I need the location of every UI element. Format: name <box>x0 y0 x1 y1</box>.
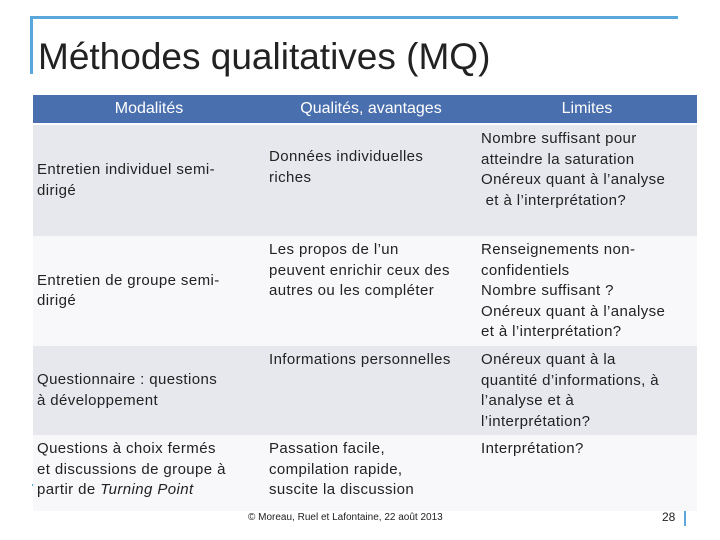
cell-line: l’analyse et à <box>481 392 575 409</box>
table-row <box>33 346 697 435</box>
cell-line: peuvent enrichir ceux des <box>269 261 450 279</box>
modalite-cell <box>33 346 265 435</box>
limites-cell <box>477 346 697 435</box>
qualites-cell <box>265 346 477 435</box>
methods-table <box>33 95 697 511</box>
modalite-cell <box>33 435 265 511</box>
qualites-cell <box>265 435 477 511</box>
header-limites: Limites <box>477 95 697 124</box>
cell-line: suscite la discussion <box>269 481 415 498</box>
cell-line: Nombre suffisant ? <box>481 282 614 299</box>
table-header-row <box>33 95 697 124</box>
cell-line: Entretien individuel semi- <box>37 161 215 178</box>
modalite-cell <box>33 236 265 346</box>
qualites-cell <box>265 124 477 236</box>
modalite-cell <box>33 124 265 236</box>
limites-cell <box>477 435 697 511</box>
cell-line <box>37 480 261 501</box>
turning-point-italic: Turning Point <box>100 481 194 498</box>
limites-cell <box>477 124 697 236</box>
cell-line: Questions à choix fermés <box>37 440 216 457</box>
cell-line: Onéreux quant à la <box>481 351 616 368</box>
table-row <box>33 435 697 511</box>
cell-line: Onéreux quant à l’analyse <box>481 302 666 320</box>
slide-title: Méthodes qualitatives (MQ) <box>38 36 491 77</box>
limites-cell <box>477 236 697 346</box>
cell-line: Données individuelles <box>269 148 424 165</box>
cell-line: quantité d’informations, à <box>481 371 659 389</box>
header-modalites: Modalités <box>33 95 265 124</box>
cell-line: Informations personnelles <box>269 351 451 368</box>
cell-line: dirigé <box>37 292 77 309</box>
cell-line: et à l’interprétation? <box>481 191 627 209</box>
cell-line: l’interprétation? <box>481 412 591 430</box>
cell-line: autres ou les compléter <box>269 282 435 299</box>
table-row <box>33 124 697 236</box>
cell-line: Entretien de groupe semi- <box>37 271 220 289</box>
cell-text: partir de <box>37 481 101 498</box>
cell-line: riches <box>269 168 312 186</box>
cell-line: Questionnaire : questions <box>37 371 218 388</box>
cell-line: compilation rapide, <box>269 460 403 478</box>
cell-line: confidentiels <box>481 261 570 279</box>
cell-line: Les propos de l’un <box>269 241 399 258</box>
cell-line: Passation facile, <box>269 440 386 457</box>
page-number: 28 <box>662 510 676 524</box>
cell-line: Renseignements non- <box>481 241 636 258</box>
cell-line: et à l’interprétation? <box>481 323 622 340</box>
header-qualites: Qualités, avantages <box>265 95 477 124</box>
cell-line: atteindre la saturation <box>481 150 635 168</box>
cell-line: Interprétation? <box>481 440 584 457</box>
frame-left-line <box>30 16 33 74</box>
cell-line: à développement <box>37 391 159 409</box>
qualites-cell <box>265 236 477 346</box>
table-row <box>33 236 697 346</box>
cell-line: Onéreux quant à l’analyse <box>481 171 666 188</box>
cell-line: Nombre suffisant pour <box>481 130 637 147</box>
footer-copyright: © Moreau, Ruel et Lafontaine, 22 août 2013 <box>248 512 443 523</box>
cell-line: et discussions de groupe à <box>37 460 226 478</box>
frame-top-line <box>30 16 678 19</box>
cell-line: dirigé <box>37 181 77 199</box>
